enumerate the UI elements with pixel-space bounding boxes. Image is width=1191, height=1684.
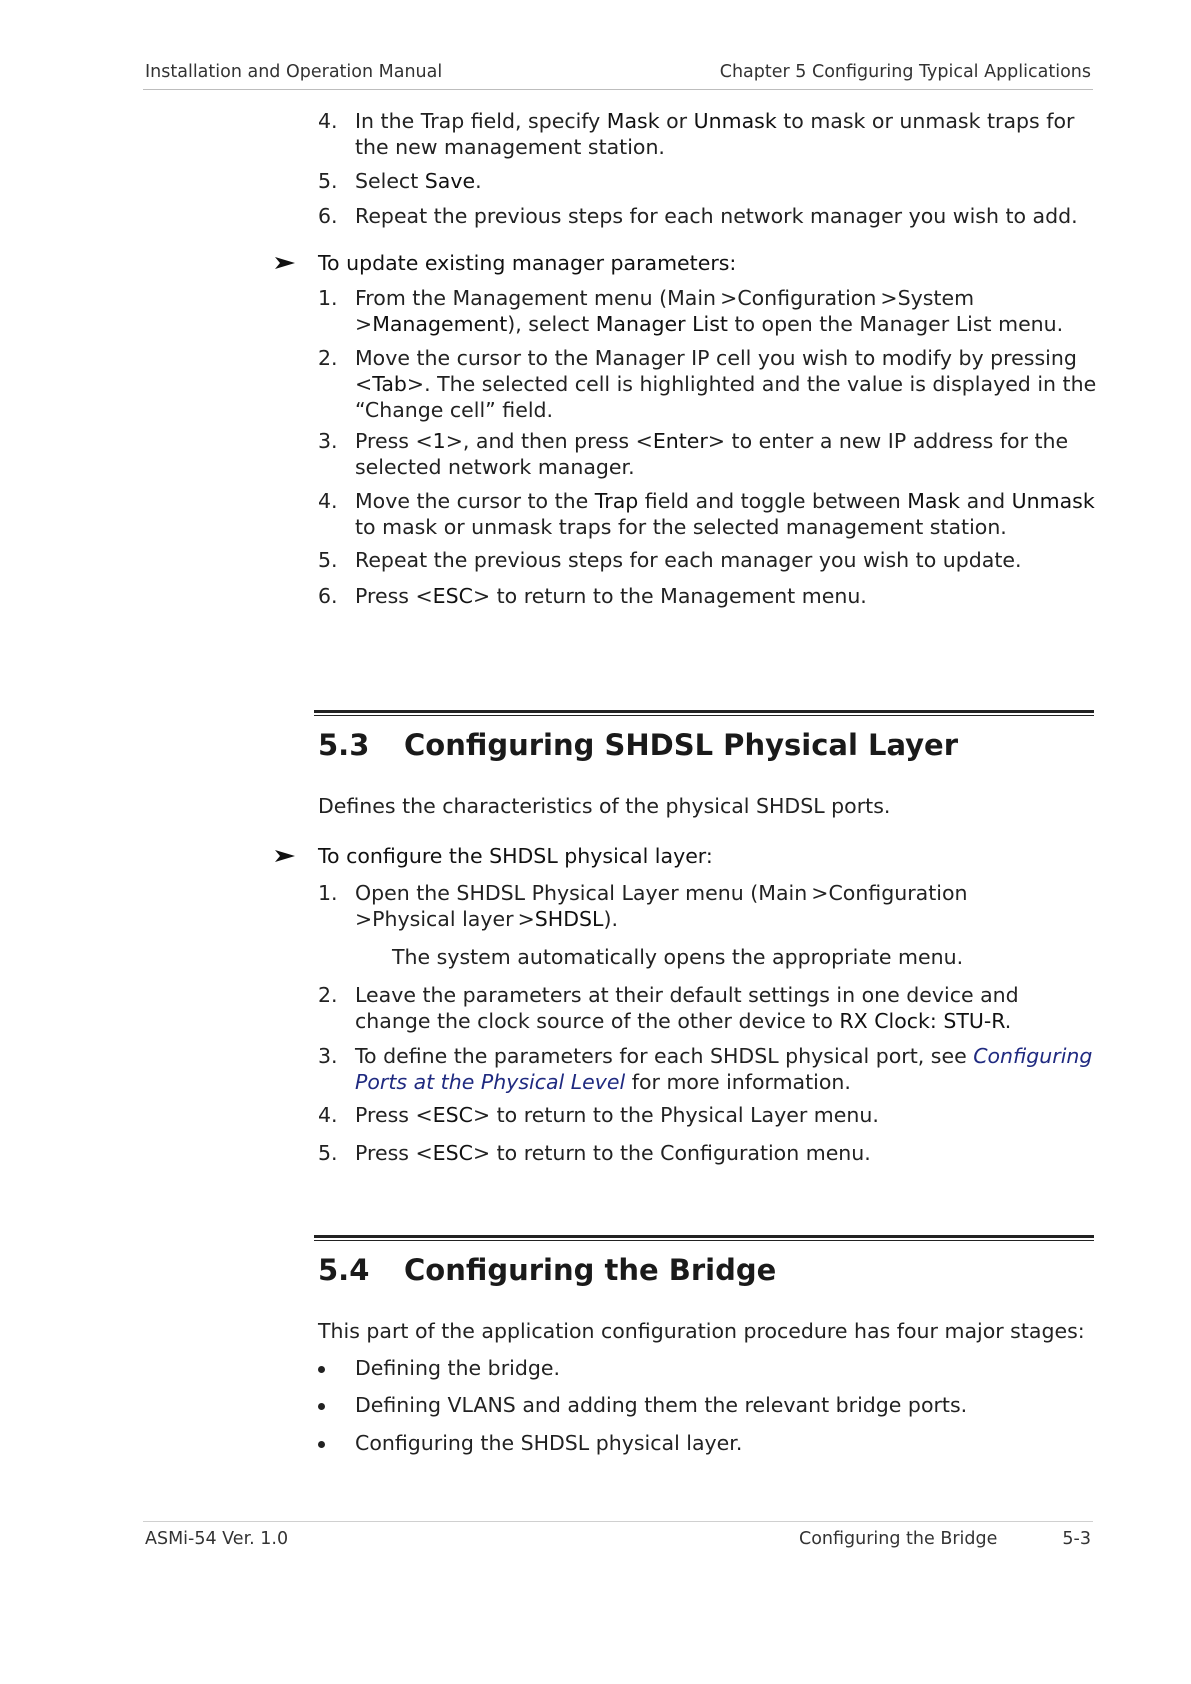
footer-section-title: Configuring the Bridge <box>799 1529 998 1549</box>
text-run: Move the cursor to the Manager IP cell you wish to modify by pressing < <box>355 346 1077 396</box>
step-number: 3. <box>318 429 338 453</box>
text-run: ), select <box>507 312 596 336</box>
section-heading <box>318 1253 1098 1293</box>
step-note: The system automatically opens the appropriate menu. <box>392 945 964 969</box>
text-run: > to return to the Physical Layer menu. <box>472 1103 879 1127</box>
cross-reference-link[interactable]: Configuring Ports at the Physical Level <box>355 1044 1093 1094</box>
text-run: Repeat the previous steps for each manager you wish to update. <box>355 548 1022 572</box>
text-run: for more information. <box>625 1070 851 1094</box>
text-run: In the Trap field, specify <box>355 109 607 133</box>
text-run: Select <box>355 169 425 193</box>
step-number: 3. <box>318 1044 338 1068</box>
ui-term: Mask <box>907 489 961 513</box>
text-run: Press < <box>355 429 433 453</box>
step-number: 6. <box>318 204 338 228</box>
text-run: Open the SHDSL Physical Layer menu (Main >Configuration >Physical layer > <box>355 881 972 931</box>
text-run: Press < <box>355 1103 433 1127</box>
section-title: Configuring the Bridge <box>404 1253 777 1287</box>
step-number: 5. <box>318 169 338 193</box>
step-text <box>355 1102 1098 1128</box>
step-number: 5. <box>318 1141 338 1165</box>
footer-rule <box>143 1521 1093 1522</box>
ui-term: ESC <box>432 584 473 608</box>
step-text <box>355 488 1098 540</box>
procedure-arrow-icon <box>274 250 296 276</box>
text-run: . <box>1004 1009 1012 1033</box>
text-run: to mask or unmask traps for the new management station. <box>355 109 1075 159</box>
text-run: >, and then press < <box>445 429 653 453</box>
text-run: . <box>475 169 482 193</box>
text-run: to mask or unmask traps for the selected management station. <box>355 515 1007 539</box>
bullet-text: Defining the bridge. <box>355 1356 560 1380</box>
section-heading <box>318 728 1098 768</box>
ui-term: Management <box>372 312 508 336</box>
text-run: and <box>960 489 1012 513</box>
section-intro: This part of the application configuration procedure has four major stages: <box>318 1319 1085 1343</box>
text-run: > to return to the Configuration menu. <box>472 1141 871 1165</box>
step-text <box>355 285 1098 337</box>
step-number: 4. <box>318 1103 338 1127</box>
ui-term: Unmask <box>693 109 777 133</box>
step-text <box>355 583 1098 609</box>
step-text <box>355 345 1098 423</box>
step-text <box>355 880 1018 932</box>
text-run: Move the cursor to the <box>355 489 595 513</box>
step-text <box>355 168 1098 194</box>
procedure-title: To configure the SHDSL physical layer: <box>318 844 713 868</box>
text-run: Press < <box>355 1141 433 1165</box>
step-text <box>355 428 1098 480</box>
procedure-title: To update existing manager parameters: <box>318 251 737 275</box>
step-number: 1. <box>318 881 338 905</box>
bullet-icon <box>318 1403 325 1410</box>
ui-term: Trap <box>594 489 639 513</box>
text-run: > to return to the Management menu. <box>472 584 867 608</box>
text-run: field and toggle between <box>638 489 908 513</box>
ui-term: 1 <box>432 429 446 453</box>
ui-term: Enter <box>652 429 708 453</box>
step-number: 2. <box>318 346 338 370</box>
step-number: 6. <box>318 584 338 608</box>
step-number: 4. <box>318 109 338 133</box>
ui-term: ESC <box>432 1141 473 1165</box>
page-footer <box>145 1529 1091 1553</box>
procedure-arrow-icon <box>274 843 296 869</box>
ui-term: Save <box>424 169 476 193</box>
text-run: to open the Manager List menu. <box>727 312 1064 336</box>
ui-term: Unmask <box>1011 489 1095 513</box>
section-title: Configuring SHDSL Physical Layer <box>404 728 959 762</box>
bullet-text: Defining VLANS and adding them the relevant bridge ports. <box>355 1393 968 1417</box>
step-number: 4. <box>318 489 338 513</box>
section-number: 5.4 <box>318 1253 370 1287</box>
text-run: From the Management menu (Main >Configuration >System > <box>355 286 979 336</box>
step-text <box>355 982 1098 1034</box>
text-run: > to enter a new IP address for the selected network manager. <box>355 429 1069 479</box>
ui-term: Manager List <box>595 312 728 336</box>
section-number: 5.3 <box>318 728 370 762</box>
text-run: To define the parameters for each SHDSL physical port, see <box>355 1044 974 1068</box>
text-run: Leave the parameters at their default settings in one device and change the clock source of the other device to <box>355 983 1019 1033</box>
ui-term: SHDSL <box>534 907 604 931</box>
header-chapter-title: Chapter 5 Configuring Typical Applications <box>719 62 1091 82</box>
page-header <box>145 62 1091 86</box>
section-intro: Defines the characteristics of the physical SHDSL ports. <box>318 794 891 818</box>
header-manual-title: Installation and Operation Manual <box>145 62 443 82</box>
text-run: ). <box>603 907 618 931</box>
text-run: or <box>659 109 694 133</box>
bullet-icon <box>318 1441 325 1448</box>
bullet-text: Configuring the SHDSL physical layer. <box>355 1431 743 1455</box>
text-run: Repeat the previous steps for each network manager you wish to add. <box>355 204 1078 228</box>
step-text <box>355 203 1098 229</box>
text-run: Press < <box>355 584 433 608</box>
text-run: >. The selected cell is highlighted and the value is displayed in the “Change cell” field. <box>355 372 1097 422</box>
header-rule <box>143 89 1093 90</box>
step-number: 2. <box>318 983 338 1007</box>
ui-term: RX Clock: STU-R <box>839 1009 1005 1033</box>
ui-term: Tab <box>372 372 407 396</box>
footer-product-version: ASMi-54 Ver. 1.0 <box>145 1529 289 1549</box>
step-text <box>355 108 1098 160</box>
step-text <box>355 547 1098 573</box>
ui-term: ESC <box>432 1103 473 1127</box>
footer-page-number: 5-3 <box>1062 1529 1091 1549</box>
step-text <box>355 1043 1098 1095</box>
step-number: 1. <box>318 286 338 310</box>
step-text <box>355 1140 1098 1166</box>
ui-term: Mask <box>606 109 660 133</box>
step-number: 5. <box>318 548 338 572</box>
bullet-icon <box>318 1366 325 1373</box>
